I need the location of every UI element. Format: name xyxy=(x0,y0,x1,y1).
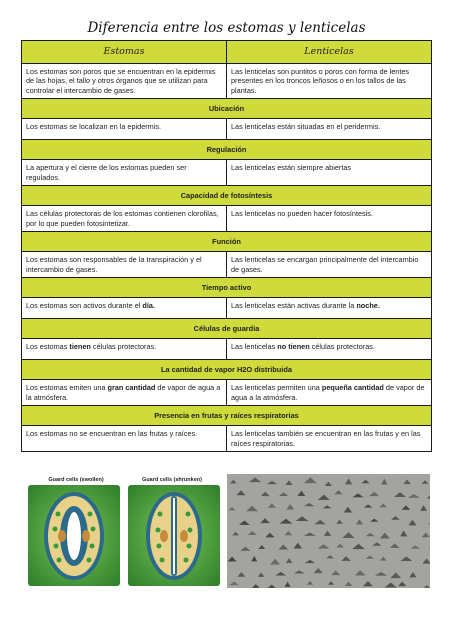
intro-estomas: Los estomas son poros que se encuentran en la epidermis de las hojas, el tallo y otros órganos que se utilizan para controlar el intercambio de gases. xyxy=(22,64,227,99)
text-segment: células protectoras. xyxy=(309,342,375,352)
cell-estomas-celulas-de-guardia xyxy=(22,339,227,360)
page-title: Diferencia entre los estomas y lenticelas xyxy=(87,20,366,36)
text-segment: Las células protectoras de los estomas contienen clorofilas, por lo que pueden fotosintetizar. xyxy=(26,209,219,228)
text-segment: Los estomas no se encuentran en las frutas y raíces. xyxy=(26,429,198,439)
cell-lenticelas-capacidad-de-fotosintesis xyxy=(227,206,432,232)
cell-estomas-funcion xyxy=(22,252,227,278)
text-segment: Las lenticelas xyxy=(231,342,278,352)
text-segment: Las lenticelas están activas durante la xyxy=(231,301,357,311)
text-segment: Las lenticelas están siempre abiertas xyxy=(231,163,352,173)
cell-estomas-tiempo-activo xyxy=(22,298,227,319)
bold-text: tienen xyxy=(69,342,91,352)
bold-text: no tienen xyxy=(277,342,310,352)
section-header-funcion: Función xyxy=(22,232,432,252)
text-segment: Los estomas xyxy=(26,342,70,352)
section-header-presencia-en-frutas-y-raices-respiratorias: Presencia en frutas y raíces respiratorias xyxy=(22,406,432,426)
text-segment: de vapor de agua a la atmósfera. xyxy=(26,383,221,402)
text-segment: La apertura y el cierre de los estomas pueden ser regulados. xyxy=(26,163,187,182)
text-segment: Las lenticelas permiten una xyxy=(231,383,322,393)
text-segment: de vapor de agua a la atmósfera. xyxy=(231,383,425,402)
section-header-tiempo-activo: Tiempo activo xyxy=(22,278,432,298)
guard-cells-diagram xyxy=(24,474,224,588)
text-segment: células protectoras. xyxy=(90,342,157,352)
header-estomas: Estomas xyxy=(22,41,227,64)
bark-lenticels-photo xyxy=(227,474,430,588)
header-lenticelas: Lenticelas xyxy=(227,41,432,64)
comparison-table xyxy=(21,40,432,452)
label-guard-shrunken: Guard cells (shrunken) xyxy=(142,477,202,483)
cell-estomas-presencia-en-frutas-y-raices-respiratorias xyxy=(22,426,227,452)
section-header-ubicacion: Ubicación xyxy=(22,99,432,119)
bold-text: gran cantidad xyxy=(107,383,156,393)
text-segment: Los estomas son activos durante el xyxy=(26,301,143,311)
swollen-stoma-illustration xyxy=(28,485,120,586)
bold-text: día. xyxy=(142,301,155,311)
cell-lenticelas-funcion xyxy=(227,252,432,278)
text-segment: Las lenticelas se encargan principalmente del intercambio de gases. xyxy=(231,255,419,274)
section-header-regulacion: Regulación xyxy=(22,140,432,160)
label-guard-swollen: Guard cells (swollen) xyxy=(48,477,104,483)
cell-lenticelas-ubicacion xyxy=(227,119,432,140)
cell-lenticelas-presencia-en-frutas-y-raices-respiratorias xyxy=(227,426,432,452)
bold-text: pequeña cantidad xyxy=(321,383,384,393)
section-header-la-cantidad-de-vapor-h2o-distribuida: La cantidad de vapor H2O distribuida xyxy=(22,360,432,380)
shrunken-stoma-illustration xyxy=(128,485,220,586)
section-header-celulas-de-guardia: Células de guardia xyxy=(22,319,432,339)
cell-lenticelas-tiempo-activo xyxy=(227,298,432,319)
intro-lenticelas: Las lenticelas son puntitos o poros con forma de lentes presentes en los troncos leñosos o en los tallos de las plantas. xyxy=(227,64,432,99)
illustrations xyxy=(24,474,430,588)
cell-lenticelas-celulas-de-guardia xyxy=(227,339,432,360)
text-segment: Las lenticelas no pueden hacer fotosíntesis. xyxy=(231,209,373,219)
cell-estomas-la-cantidad-de-vapor-h2o-distribuida xyxy=(22,380,227,406)
text-segment: Los estomas emiten una xyxy=(26,383,108,393)
text-segment: Las lenticelas están situadas en el peridermis. xyxy=(231,122,381,132)
section-header-capacidad-de-fotosintesis: Capacidad de fotosíntesis xyxy=(22,186,432,206)
cell-lenticelas-regulacion xyxy=(227,160,432,186)
text-segment: Los estomas se localizan en la epidermis. xyxy=(26,122,162,132)
bold-text: noche. xyxy=(356,301,380,311)
cell-estomas-regulacion xyxy=(22,160,227,186)
cell-estomas-capacidad-de-fotosintesis xyxy=(22,206,227,232)
cell-estomas-ubicacion xyxy=(22,119,227,140)
text-segment: Los estomas son responsables de la transpiración y el intercambio de gases. xyxy=(26,255,202,274)
text-segment: Las lenticelas también se encuentran en las frutas y en las raíces respiratorias. xyxy=(231,429,421,448)
cell-lenticelas-la-cantidad-de-vapor-h2o-distribuida xyxy=(227,380,432,406)
